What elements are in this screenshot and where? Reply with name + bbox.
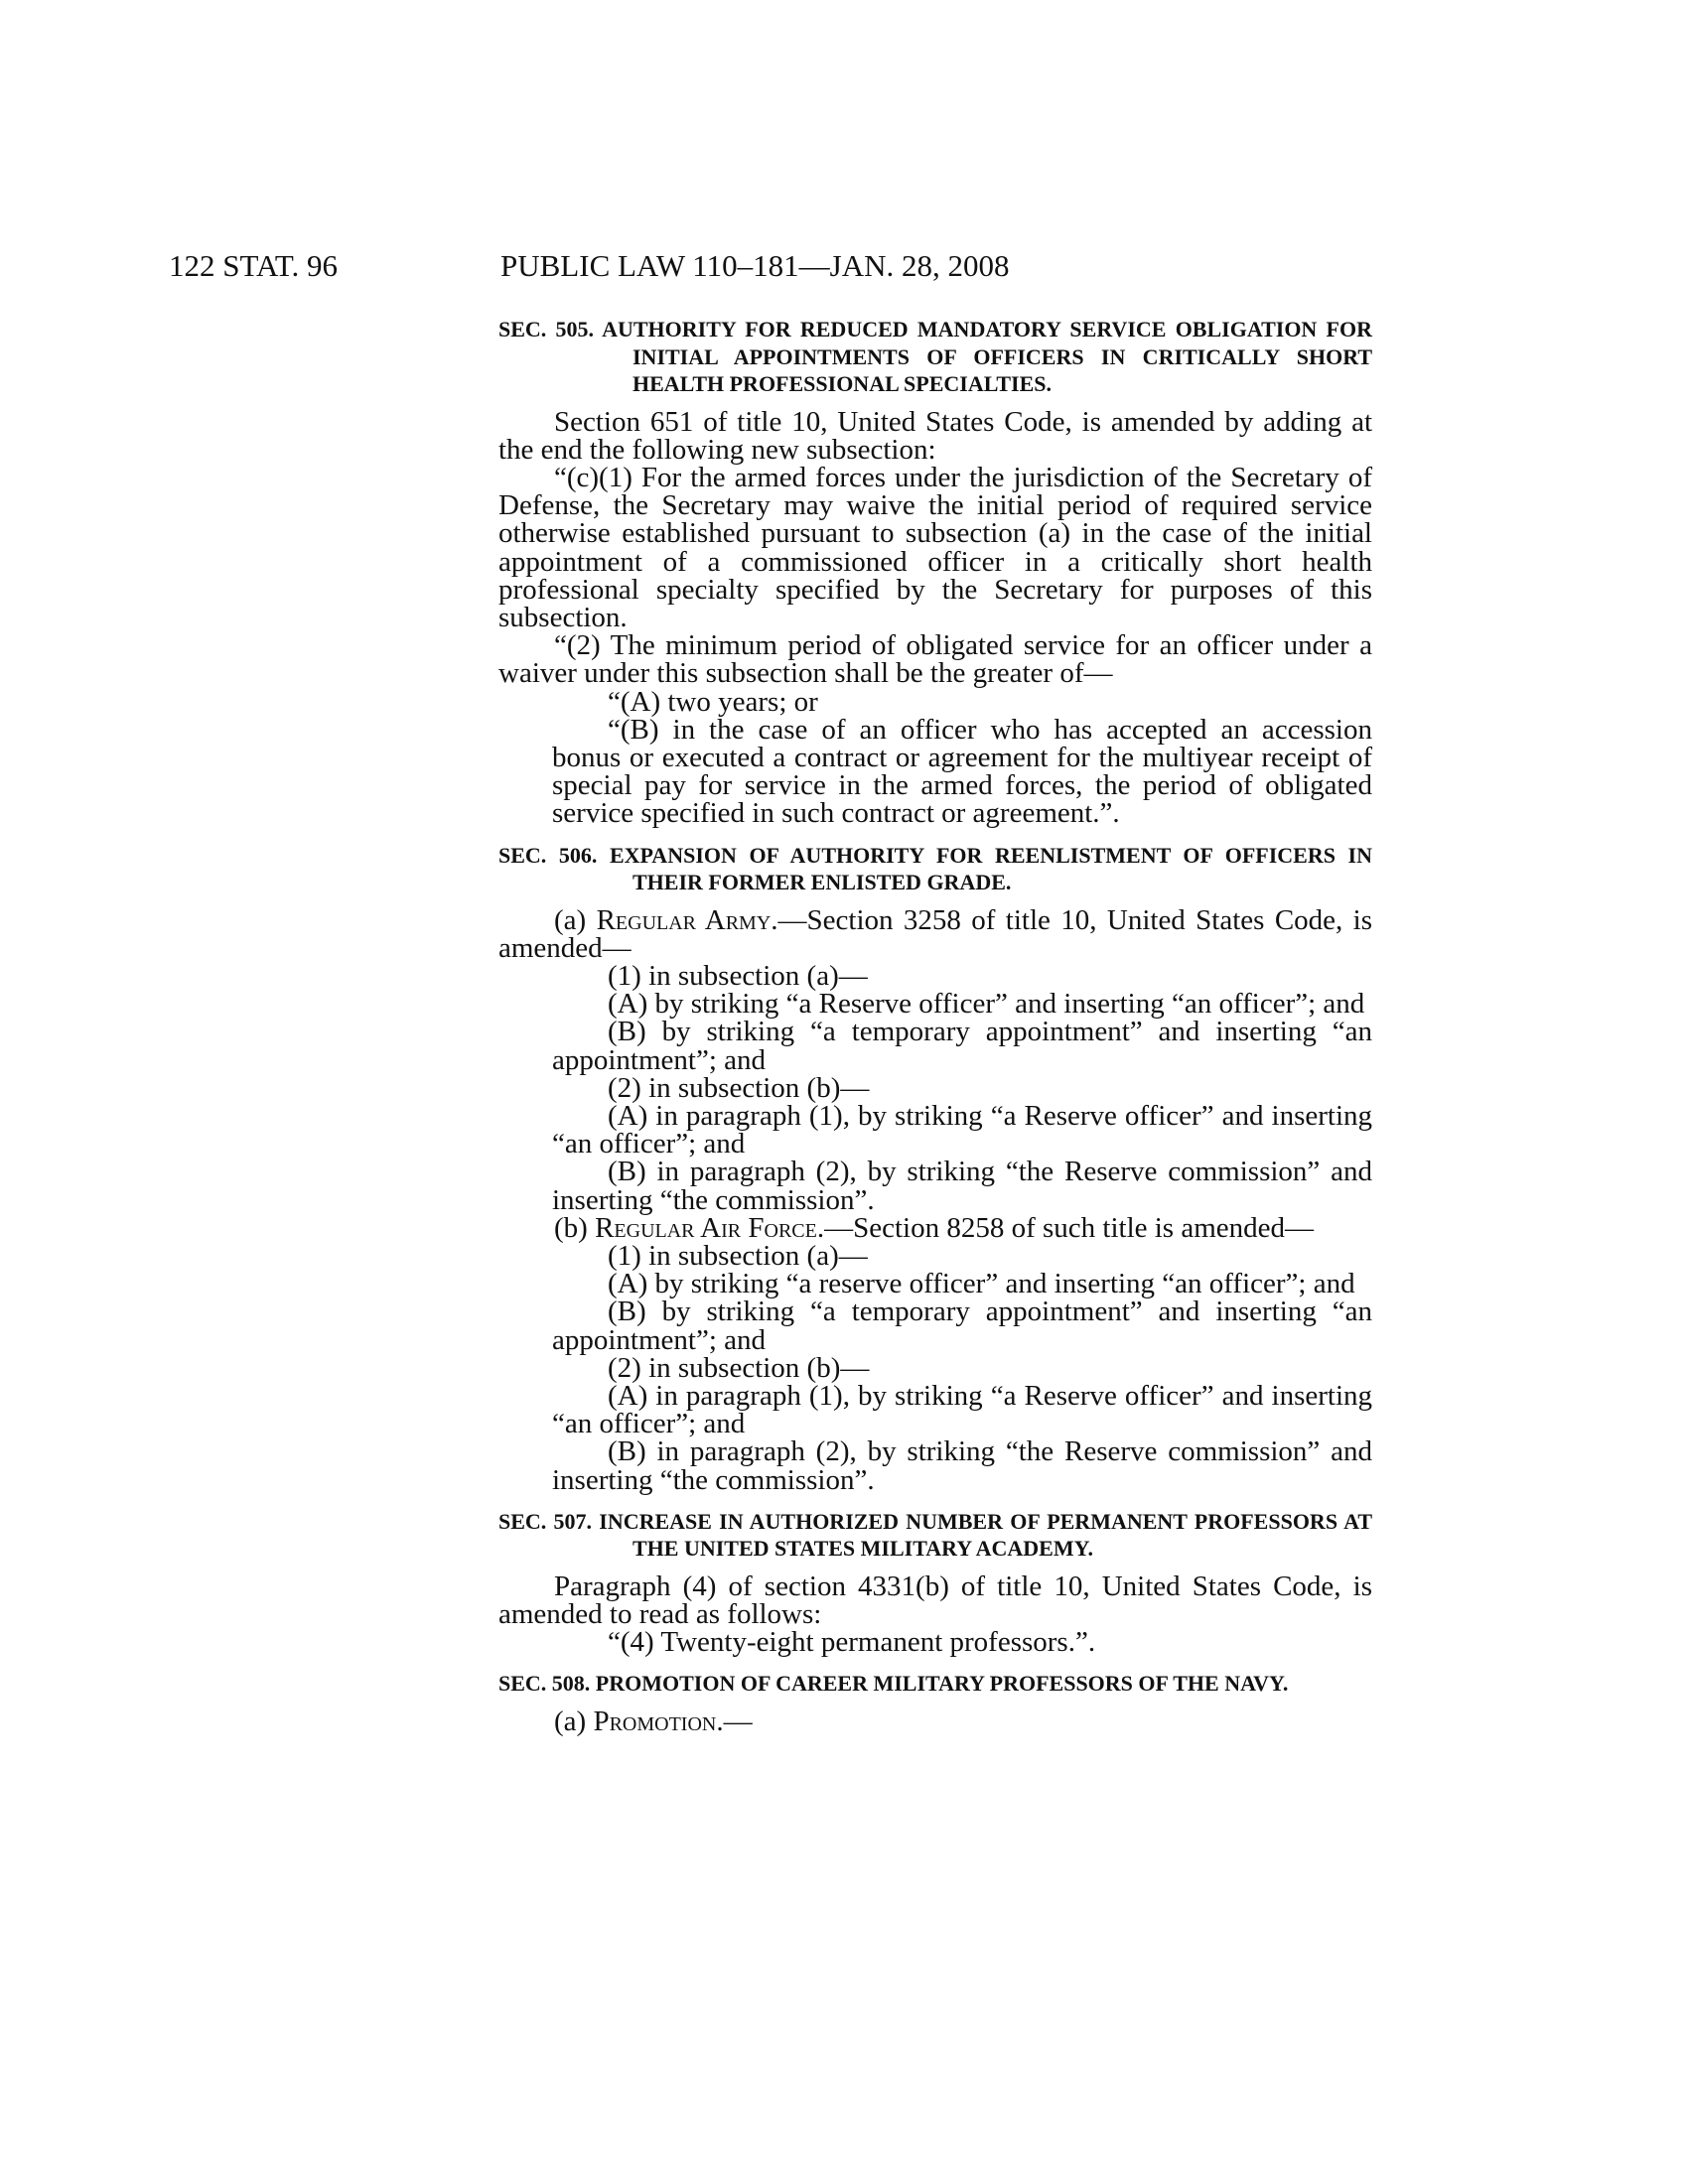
section-507-paragraph-4: “(4) Twenty-eight permanent professors.”. [608, 1626, 1096, 1659]
subsection-a-title: Regular Army [596, 903, 772, 936]
section-506-a-paragraph-1: (1) in subsection (a)— [608, 959, 868, 992]
section-505-paragraph-c2: “(2) The minimum period of obligated service for an officer under a waiver under this subsection shall be the greater of— [498, 629, 1372, 690]
section-507-intro: Paragraph (4) of section 4331(b) of title 10, United States Code, is amended to read as follows: [498, 1570, 1372, 1631]
section-506-b-paragraph-1: (1) in subsection (a)— [608, 1239, 868, 1272]
section-506-heading: SEC. 506. EXPANSION OF AUTHORITY FOR REENLISTMENT OF OFFICERS IN THEIR FORMER ENLISTED GRADE. [498, 842, 1372, 895]
section-505-heading: SEC. 505. AUTHORITY FOR REDUCED MANDATORY SERVICE OBLIGATION FOR INITIAL APPOINTMENTS OF OFFICERS IN CRITICALLY SHORT HEALTH PROFESSIONAL SPECIALTIES. [498, 317, 1372, 396]
subsection-a-title: Promotion [593, 1705, 717, 1737]
running-header: PUBLIC LAW 110–181—JAN. 28, 2008 [500, 248, 1010, 283]
section-507-heading: SEC. 507. INCREASE IN AUTHORIZED NUMBER OF PERMANENT PROFESSORS AT THE UNITED STATES MILITARY ACADEMY. [498, 1508, 1372, 1562]
section-506-a-2-B: (B) in paragraph (2), by striking “the Reserve commission” and inserting “the commission”. [552, 1156, 1372, 1216]
section-505-paragraph-c1: “(c)(1) For the armed forces under the jurisdiction of the Secretary of Defense, the Secretary may waive the initial period of required service otherwise established pursuant to subsection (a) in the case of the initial appointment of a commissioned officer in a critically short health professional specialty specified by the Secretary for purposes of this subsection. [498, 461, 1372, 633]
section-508-subsection-a: (a) Promotion.— [554, 1705, 753, 1737]
subsection-b-title: Regular Air Force [595, 1211, 817, 1244]
section-506-subsection-a: (a) Regular Army.—Section 3258 of title 10, United States Code, is amended— [498, 903, 1372, 964]
section-505-clause-b: “(B) in the case of an officer who has accepted an accession bonus or executed a contract or agreement for the multiyear receipt of special pay for service in the armed forces, the period of obligated service specified in such contract or agreement.”. [552, 713, 1372, 830]
document-body [498, 316, 1372, 1735]
section-506-b-1-A: (A) by striking “a reserve officer” and inserting “an officer”; and [608, 1268, 1355, 1300]
section-506-a-1-A: (A) by striking “a Reserve officer” and inserting “an officer”; and [608, 988, 1365, 1021]
section-505-clause-a: “(A) two years; or [608, 685, 818, 718]
section-506-b-2-B: (B) in paragraph (2), by striking “the Reserve commission” and inserting “the commission”. [552, 1435, 1372, 1496]
stat-page-number: 122 STAT. 96 [169, 248, 339, 283]
section-506-b-1-B: (B) by striking “a temporary appointment” and inserting “an appointment”; and [552, 1296, 1372, 1356]
section-505-intro: Section 651 of title 10, United States Code, is amended by adding at the end the following new subsection: [498, 405, 1372, 466]
section-506-a-paragraph-2: (2) in subsection (b)— [608, 1071, 870, 1104]
section-506-a-1-B: (B) by striking “a temporary appointment” and inserting “an appointment”; and [552, 1016, 1372, 1076]
section-506-a-2-A: (A) in paragraph (1), by striking “a Reserve officer” and inserting “an officer”; and [552, 1099, 1372, 1160]
section-506-b-paragraph-2: (2) in subsection (b)— [608, 1351, 870, 1384]
section-506-b-2-A: (A) in paragraph (1), by striking “a Reserve officer” and inserting “an officer”; and [552, 1380, 1372, 1440]
section-508-heading: SEC. 508. PROMOTION OF CAREER MILITARY PROFESSORS OF THE NAVY. [498, 1671, 1289, 1697]
section-506-subsection-b: (b) Regular Air Force.—Section 8258 of such title is amended— [554, 1211, 1315, 1244]
